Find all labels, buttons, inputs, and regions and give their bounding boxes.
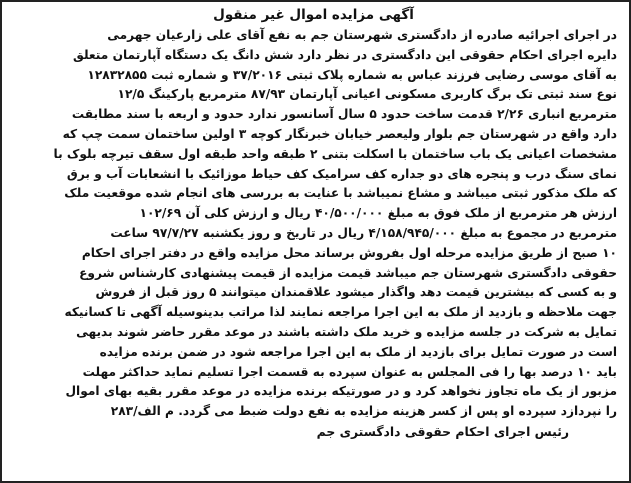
notice-title: آگهی مزایده اموال غیر منقول xyxy=(213,7,414,23)
notice-line: است در صورت تمایل برای بازدید از ملک به این اجرا مراجعه شود در ضمن برنده مزایده xyxy=(99,344,617,359)
notice-line: نمای سنگ درب و پنجره های دو جداره کف سرامیک کف حیاط موزائیک با انشعابات آب و برق xyxy=(66,166,617,181)
notice-line: که ملک مذکور ثبتی میباشد و مشاع نمیباشد با عنایت به بررسی های انجام شده موقعیت ملک xyxy=(64,186,617,201)
notice-line: و به کسی که بیشترین قیمت دهد واگذار میشود علاقمندان میتوانند ۵ روز قبل از فروش xyxy=(95,285,617,300)
notice-line: را نپردازد سپرده او پس از کسر هزینه مزایده به نفع دولت ضبط می گردد. م الف/۲۸۳ xyxy=(110,404,617,419)
notice-line: مشخصات اعیانی یک باب ساختمان با اسکلت بتنی ۲ طبقه واحد طبقه اول سقف تیرچه بلوک با xyxy=(53,146,617,161)
notice-line: مترمربع انباری ۲/۲۶ قدمت ساخت حدود ۵ سال آسانسور ندارد حدود و اربعه با سند مطابقت xyxy=(71,107,617,122)
notice-signature: رئیس اجرای احکام حقوقی دادگستری جم xyxy=(316,423,569,439)
notice-line: دارد واقع در شهرستان جم بلوار ولیعصر خیابان خبرنگار کوچه ۳ اولین ساختمان سمت چپ که xyxy=(62,126,617,141)
notice-line: تمایل به شرکت در جلسه مزایده و خرید ملک داشته باشند در موعد مقرر حاضر شوند بدیهی xyxy=(76,324,617,339)
notice-line: مترمربع در مجموع به مبلغ ۴/۱۵۸/۹۴۵/۰۰۰ ریال در تاریخ و روز یکشنبه ۹۷/۷/۲۷ ساعت xyxy=(110,225,617,240)
notice-line: نوع سند ثبتی تک برگ کاربری مسکونی اعیانی آپارتمان ۸۷/۹۳ مترمربع پارکینگ ۱۲/۵ xyxy=(117,87,617,102)
notice-line: به آقای موسی رضایی فرزند عباس به شماره پلاک ثبتی ۳۷/۲۰۱۶ و شماره ثبت ۱۲۸۳۲۸۵۵ xyxy=(87,67,617,82)
notice-line: در اجرای اجرائیه صادره از دادگستری شهرستان جم به نفع آقای علی زارعیان جهرمی xyxy=(107,28,617,42)
notice-body xyxy=(10,26,617,442)
notice-line: باید ۱۰ درصد بها را فی المجلس به عنوان سپرده به قسمت اجرا تسلیم نماید حداکثر مهلت xyxy=(82,364,617,379)
notice-line: حقوقی دادگستری شهرستان جم میباشد قیمت مزایده از قیمت پیشنهادی کارشناس شروع xyxy=(79,265,617,280)
notice-line: ۱۰ صبح از طریق مزایده مرحله اول بفروش برساند محل مزایده واقع در دفتر اجرای احکام xyxy=(81,245,617,260)
notice-line: مزبور از یک ماه تجاوز نخواهد کرد و در صورتیکه برنده مزایده در موعد مقرر بقیه بهای اموال xyxy=(65,384,617,399)
notice-line: ارزش هر مترمربع از ملک فوق به مبلغ ۴۰/۵۰۰/۰۰۰ ریال و ارزش کلی آن ۱۰۲/۶۹ xyxy=(139,206,617,221)
notice-line: دایره اجرای احکام حقوقی این دادگستری در نظر دارد شش دانگ یک دستگاه آپارتمان متعلق xyxy=(72,47,617,62)
notice-line: جهت ملاحظه و بازدید از ملک به این اجرا مراجعه نمایند لذا مراتب بدینوسیله آگهی تا کسانیکه xyxy=(64,305,617,320)
